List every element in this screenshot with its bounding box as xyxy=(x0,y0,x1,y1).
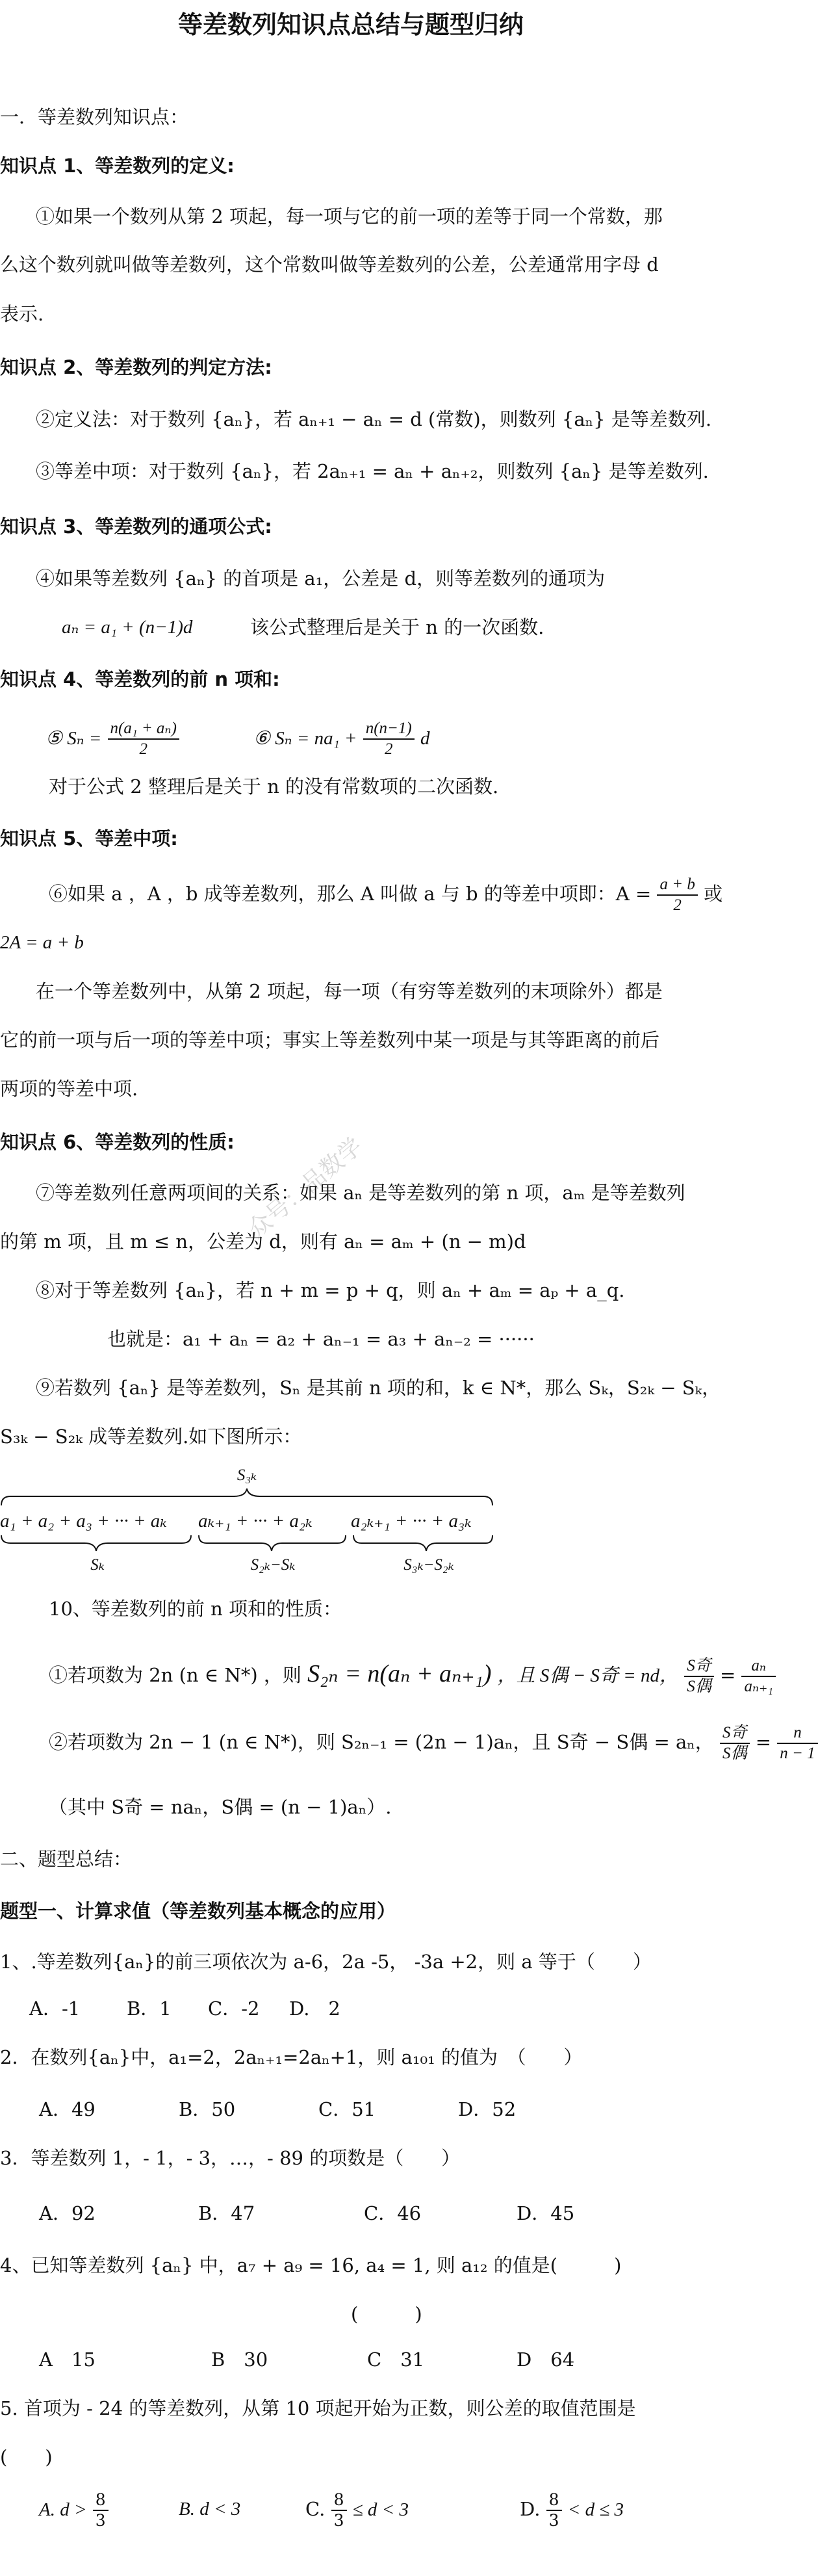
brace-label-3: S₃ₖ−S₂ₖ xyxy=(403,1556,454,1574)
section-heading-2: 二、题型总结： xyxy=(0,1848,133,1870)
page-title: 等差数列知识点总结与题型归纳 xyxy=(177,10,524,39)
knowledge-6-line-5: ⑨若数列 {aₙ} 是等差数列，Sₙ 是其前 n 项的和，k ∈ N*，那么 Sₖ，S₂ₖ − Sₖ， xyxy=(36,1377,721,1399)
property-10-note: （其中 S奇 = naₙ，S偶 = (n − 1)aₙ）. xyxy=(49,1796,392,1818)
property-10-a xyxy=(49,1648,776,1702)
fraction-numerator: 8 xyxy=(93,2490,109,2511)
fraction-denominator: S偶 xyxy=(687,1678,711,1695)
question-1-option-d: D. 2 xyxy=(289,1997,340,2020)
general-term-formula: aₙ = a₁ + (n−1)d xyxy=(62,617,193,638)
sum-formula-1-lhs: ⑤ Sₙ = xyxy=(45,728,102,749)
knowledge-3-line-1: ④如果等差数列 {aₙ} 的首项是 a₁，公差是 d，则等差数列的通项为 xyxy=(36,567,606,590)
question-4-option-a: A 15 xyxy=(39,2348,96,2371)
knowledge-6-line-6: S₃ₖ − S₂ₖ 成等差数列.如下图所示： xyxy=(0,1425,302,1448)
fraction-denominator: n − 1 xyxy=(780,1745,815,1762)
equals-sign: = xyxy=(755,1731,772,1753)
fraction-denominator: aₙ₊₁ xyxy=(744,1678,773,1695)
sum-segments-diagram xyxy=(0,1463,650,1586)
question-2-option-d: D．52 xyxy=(458,2098,517,2120)
knowledge-5-heading: 知识点 5、等差中项: xyxy=(0,827,178,850)
fraction-numerator: aₙ xyxy=(741,1656,776,1677)
section-heading-1: 一．等差数列知识点： xyxy=(0,106,189,128)
question-3-option-a: A．92 xyxy=(39,2202,96,2224)
sum-formula-1-fraction xyxy=(108,719,179,759)
property-10-a-ratio xyxy=(684,1656,714,1697)
question-5-option-b: B. d < 3 xyxy=(179,2499,241,2519)
property-10-b-ratio-value xyxy=(777,1723,817,1763)
question-1-option-a: A．-1 xyxy=(29,1997,81,2020)
knowledge-2-line-1: ②定义法：对于数列 {aₙ}，若 aₙ₊₁ − aₙ = d (常数)，则数列 {aₙ} 是等差数列. xyxy=(36,408,712,430)
knowledge-6-line-4: 也就是：a₁ + aₙ = a₂ + aₙ₋₁ = a₃ + aₙ₋₂ = ······ xyxy=(107,1328,535,1350)
fraction-denominator: 3 xyxy=(548,2511,559,2530)
question-3-option-d: D．45 xyxy=(517,2202,575,2224)
brace-bottom xyxy=(0,1534,494,1554)
knowledge-1-line-1: ①如果一个数列从第 2 项起，每一项与它的前一项的差等于同一个常数，那 xyxy=(36,205,663,228)
fraction-numerator: S奇 xyxy=(720,1723,750,1744)
knowledge-3-line-2-text: 该公式整理后是关于 n 的一次函数. xyxy=(250,616,544,638)
problem-type-1-heading: 题型一、计算求值（等差数列基本概念的应用） xyxy=(0,1900,396,1922)
fraction-denominator: 3 xyxy=(95,2511,106,2530)
knowledge-2-heading: 知识点 2、等差数列的判定方法: xyxy=(0,356,272,378)
question-2-option-b: B．50 xyxy=(179,2098,236,2120)
property-10-b xyxy=(49,1716,818,1768)
brace-top xyxy=(0,1487,494,1507)
fraction-denominator: 2 xyxy=(384,740,393,758)
question-2-option-c: C．51 xyxy=(318,2098,376,2120)
brace-segment-1: a₁ + a₂ + a₃ + ··· + aₖ xyxy=(0,1511,167,1531)
brace-top-label: S₃ₖ xyxy=(236,1466,257,1484)
fraction-denominator: S偶 xyxy=(722,1745,747,1762)
knowledge-5-line-3: 在一个等差数列中，从第 2 项起，每一项（有穷等差数列的末项除外）都是 xyxy=(36,980,663,1002)
mean-fraction xyxy=(657,875,697,915)
option-a-text: A. d > xyxy=(39,2499,87,2520)
fraction-numerator: S奇 xyxy=(684,1656,714,1677)
option-a-fraction xyxy=(93,2490,109,2530)
brace-segment-3: a₂ₖ₊₁ + ··· + a₃ₖ xyxy=(351,1511,472,1531)
question-4-option-b: B 30 xyxy=(211,2348,268,2371)
fraction-denominator: 2 xyxy=(673,896,682,914)
question-2: 2．在数列{aₙ}中，a₁=2，2aₙ₊₁=2aₙ+1，则 a₁₀₁ 的值为 （ ） xyxy=(0,2046,583,2068)
question-2-option-a: A．49 xyxy=(39,2098,96,2120)
property-10-b-ratio xyxy=(720,1723,750,1763)
knowledge-1-line-2: 么这个数列就叫做等差数列，这个常数叫做等差数列的公差，公差通常用字母 d xyxy=(0,254,659,276)
equals-sign: = xyxy=(719,1664,736,1686)
question-3: 3．等差数列 1，- 1，- 3，…，- 89 的项数是（ ） xyxy=(0,2147,461,2169)
knowledge-6-line-1: ⑦等差数列任意两项间的关系：如果 aₙ 是等差数列的第 n 项，aₘ 是等差数列 xyxy=(36,1182,685,1204)
knowledge-5-line-4: 它的前一项与后一项的等差中项；事实上等差数列中某一项是与其等距离的前后 xyxy=(0,1029,660,1051)
question-1-option-b: B．1 xyxy=(127,1997,172,2020)
brace-segment-2: aₖ₊₁ + ··· + a₂ₖ xyxy=(198,1511,313,1531)
fraction-denominator: 3 xyxy=(333,2511,344,2530)
question-3-option-b: B．47 xyxy=(198,2202,255,2224)
question-5-option-d xyxy=(520,2486,624,2532)
knowledge-6-line-2: 的第 m 项，且 m ≤ n，公差为 d，则有 aₙ = aₘ + (n − m)d xyxy=(0,1230,526,1253)
question-1: 1、.等差数列{aₙ}的前三项依次为 a-6，2a -5， -3a +2，则 a 等于（ ） xyxy=(0,1951,652,1973)
fraction-numerator: 8 xyxy=(331,2490,347,2511)
knowledge-4-heading: 知识点 4、等差数列的前 n 项和: xyxy=(0,668,280,690)
option-c-text: ≤ d < 3 xyxy=(352,2499,409,2520)
option-c-label: C. xyxy=(305,2498,326,2520)
knowledge-3-heading: 知识点 3、等差数列的通项公式: xyxy=(0,515,272,538)
knowledge-1-heading: 知识点 1、等差数列的定义: xyxy=(0,155,235,177)
brace-label-1: Sₖ xyxy=(90,1556,105,1574)
sum-formula-2-fraction xyxy=(363,719,415,759)
mean-definition-text: ⑥如果 a ，A ，b 成等差数列，那么 A 叫做 a 与 b 的等差中项即：A = xyxy=(49,883,652,905)
fraction-denominator: 2 xyxy=(139,740,147,758)
sum-formula-2-tail: d xyxy=(420,728,430,749)
knowledge-5-line-2: 2A = a + b xyxy=(0,932,84,953)
question-1-option-c: C．-2 xyxy=(208,1997,260,2020)
brace-label-2: S₂ₖ−Sₖ xyxy=(250,1556,296,1574)
property-10-a-text: ①若项数为 2n (n ∈ N*) ，则 xyxy=(49,1664,301,1686)
knowledge-5-line-1 xyxy=(49,874,722,915)
property-10-a-difference: ，且 S偶 − S奇 = nd， xyxy=(497,1665,678,1686)
sum-formula-1 xyxy=(45,715,179,761)
sum-formula-2-lhs: ⑥ Sₙ = na₁ + xyxy=(253,728,357,749)
sum-formula-2 xyxy=(253,715,429,761)
fraction-numerator: n(n−1) xyxy=(363,719,415,740)
question-5: 5. 首项为 - 24 的等差数列，从第 10 项起开始为正数，则公差的取值范围是 xyxy=(0,2397,636,2419)
question-5-option-c xyxy=(305,2486,409,2532)
question-4-option-d: D 64 xyxy=(517,2348,575,2371)
question-4-answer-paren: ( ) xyxy=(351,2303,422,2325)
fraction-numerator: 8 xyxy=(546,2490,562,2511)
question-4-option-c: C 31 xyxy=(367,2348,425,2371)
question-4: 4、已知等差数列 {aₙ} 中，a₇ + a₉ = 16, a₄ = 1, 则 a₁₂ 的值是( ) xyxy=(0,2254,622,2276)
fraction-numerator: n(a₁ + aₙ) xyxy=(108,719,179,740)
watermark: 众号：品数学 xyxy=(243,1132,368,1243)
option-d-text: < d ≤ 3 xyxy=(567,2499,624,2520)
question-5-option-a xyxy=(39,2486,109,2532)
property-10-b-text: ②若项数为 2n − 1 (n ∈ N*)，则 S₂ₙ₋₁ = (2n − 1)aₙ，且 S奇 − S偶 = aₙ， xyxy=(49,1731,714,1753)
knowledge-6-line-3: ⑧对于等差数列 {aₙ}，若 n + m = p + q，则 aₙ + aₘ = aₚ + a_q. xyxy=(36,1279,625,1301)
option-d-fraction xyxy=(546,2490,562,2530)
knowledge-1-line-3: 表示. xyxy=(0,303,44,325)
fraction-numerator: n xyxy=(777,1723,817,1744)
option-c-fraction xyxy=(331,2490,347,2530)
knowledge-4-line-3: 对于公式 2 整理后是关于 n 的没有常数项的二次函数. xyxy=(49,775,499,798)
question-5-answer-paren: ( ) xyxy=(0,2446,53,2468)
knowledge-2-line-2: ③等差中项：对于数列 {aₙ}，若 2aₙ₊₁ = aₙ + aₙ₊₂，则数列 {aₙ} 是等差数列. xyxy=(36,460,709,482)
knowledge-5-line-5: 两项的等差中项. xyxy=(0,1078,138,1100)
property-10-a-ratio-value xyxy=(741,1656,776,1697)
mean-definition-or: 或 xyxy=(704,883,723,905)
property-10-heading: 10、等差数列的前 n 项和的性质： xyxy=(49,1598,342,1620)
option-d-label: D. xyxy=(520,2498,541,2520)
knowledge-6-heading: 知识点 6、等差数列的性质: xyxy=(0,1131,235,1153)
property-10-a-big-formula: S₂ₙ = n(aₙ + aₙ₊₁) xyxy=(307,1660,492,1687)
question-3-option-c: C．46 xyxy=(364,2202,422,2224)
fraction-numerator: a + b xyxy=(657,875,697,896)
